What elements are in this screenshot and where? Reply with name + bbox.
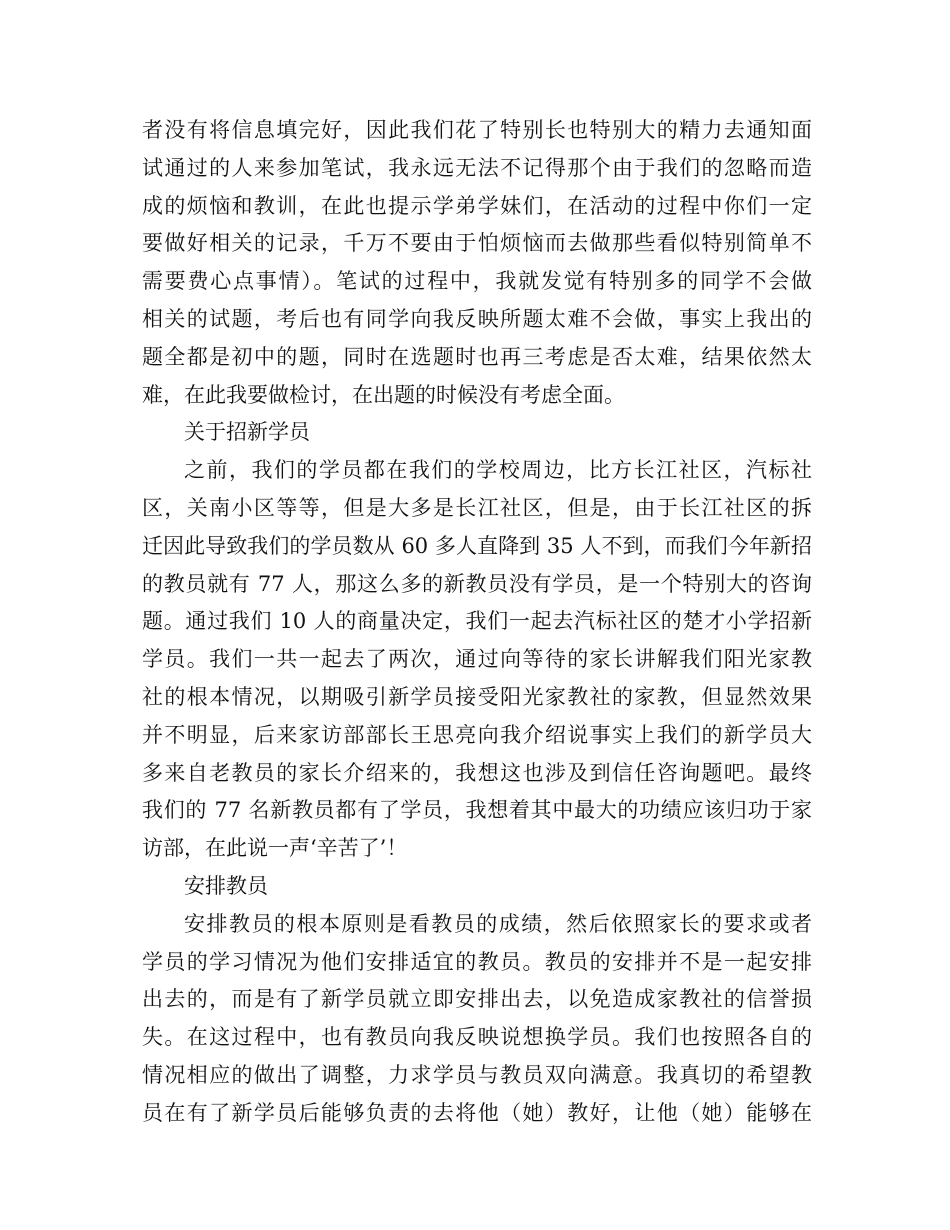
text-line: 需要费心点事情）。笔试的过程中，我就发觉有特别多的同学不会做 (142, 269, 812, 294)
section-heading-assign-tutors: 安排教员 (184, 873, 268, 898)
text-line: 失。在这过程中，也有教员向我反映说想换学员。我们也按照各自的 (142, 1025, 812, 1050)
section-heading-recruit-students: 关于招新学员 (184, 420, 310, 445)
text-line: 员在有了新学员后能够负责的去将他（她）教好，让他（她）能够在 (142, 1100, 812, 1125)
text-line: 我们的 77 名新教员都有了学员，我想着其中最大的功绩应该归功于家 (142, 798, 812, 823)
text-line: 之前，我们的学员都在我们的学校周边，比方长江社区，汽标社 (184, 458, 812, 483)
text-line: 题全都是初中的题，同时在选题时也再三考虑是否太难，结果依然太 (142, 344, 812, 369)
text-line: 情况相应的做出了调整，力求学员与教员双向满意。我真切的希望教 (142, 1062, 812, 1087)
text-line: 访部，在此说一声‘辛苦了’！ (142, 836, 408, 861)
text-line: 区，关南小区等等，但是大多是长江社区，但是，由于长江社区的拆 (142, 495, 812, 520)
text-line: 难，在此我要做检讨，在出题的时候没有考虑全面。 (142, 382, 625, 407)
text-line: 出去的，而是有了新学员就立即安排出去，以免造成家教社的信誉损 (142, 987, 812, 1012)
text-line: 要做好相关的记录，千万不要由于怕烦恼而去做那些看似特别简单不 (142, 231, 812, 256)
text-line: 多来自老教员的家长介绍来的，我想这也涉及到信任咨询题吧。最终 (142, 760, 812, 785)
text-line: 并不明显，后来家访部部长王思亮向我介绍说事实上我们的新学员大 (142, 722, 812, 747)
text-line: 的教员就有 77 人，那这么多的新教员没有学员，是一个特别大的咨询 (142, 571, 812, 596)
text-line: 社的根本情况，以期吸引新学员接受阳光家教社的家教，但显然效果 (142, 684, 812, 709)
text-line: 学员的学习情况为他们安排适宜的教员。教员的安排并不是一起安排 (142, 949, 812, 974)
text-line: 相关的试题，考后也有同学向我反映所题太难不会做，事实上我出的 (142, 306, 812, 331)
text-line: 试通过的人来参加笔试，我永远无法不记得那个由于我们的忽略而造 (142, 155, 812, 180)
text-line: 学员。我们一共一起去了两次，通过向等待的家长讲解我们阳光家教 (142, 647, 812, 672)
text-line: 者没有将信息填完好，因此我们花了特别长也特别大的精力去通知面 (142, 118, 812, 142)
text-line: 成的烦恼和教训，在此也提示学弟学妹们，在活动的过程中你们一定 (142, 193, 812, 218)
text-line: 迁因此导致我们的学员数从 60 多人直降到 35 人不到，而我们今年新招 (142, 533, 812, 558)
text-line: 安排教员的根本原则是看教员的成绩，然后依照家长的要求或者 (184, 911, 812, 936)
document-body (142, 112, 812, 1133)
text-line: 题。通过我们 10 人的商量决定，我们一起去汽标社区的楚才小学招新 (142, 609, 812, 634)
